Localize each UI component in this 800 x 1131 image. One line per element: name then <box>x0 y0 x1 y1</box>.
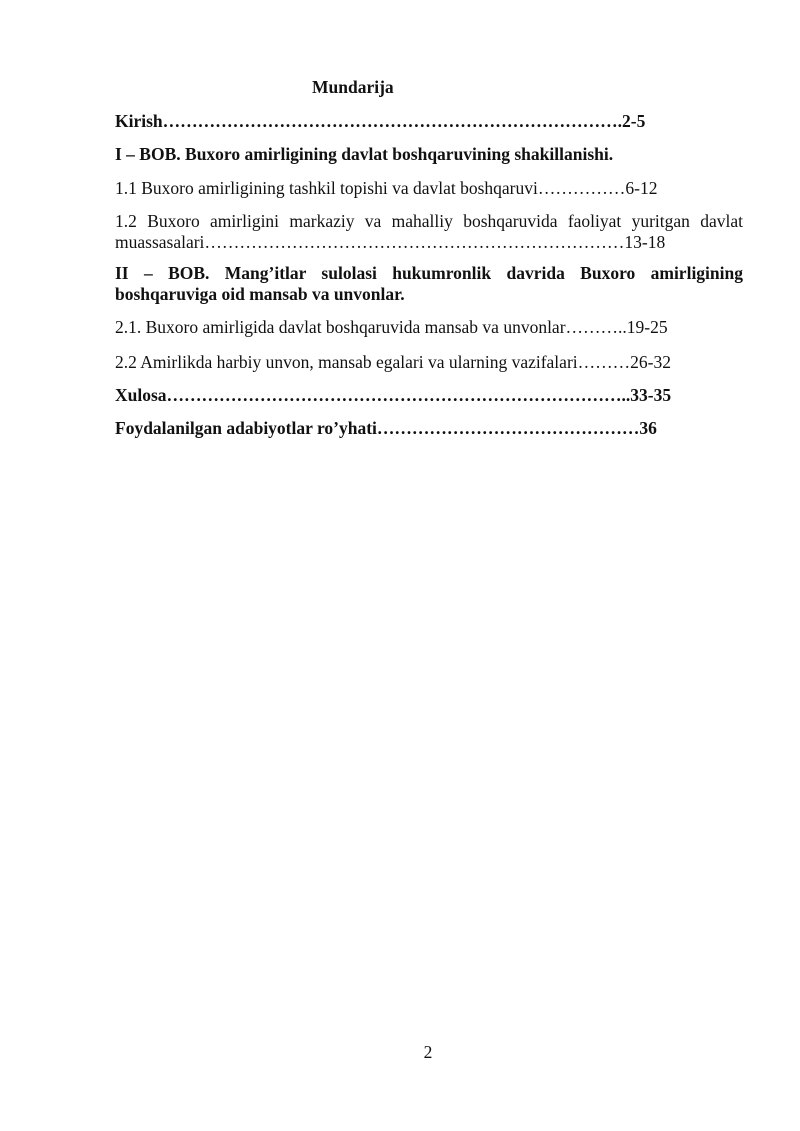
toc-entry-1-2: 1.2 Buxoro amirligini markaziy va mahalliy boshqaruvida faoliyat yuritgan davlat muassasalari………………………………………………………………13-18 <box>115 211 743 252</box>
toc-entry-2-2: 2.2 Amirlikda harbiy unvon, mansab egalari va ularning vazifalari………26-32 <box>115 352 671 372</box>
toc-entry-chapter-1: I – BOB. Buxoro amirligining davlat boshqaruvining shakillanishi. <box>115 144 614 164</box>
toc-entry-2-1: 2.1. Buxoro amirligida davlat boshqaruvida mansab va unvonlar………..19-25 <box>115 317 668 337</box>
page-number: 2 <box>423 1042 433 1062</box>
toc-entry-xulosa: Xulosa……………………………………………………………………..33-35 <box>115 385 672 405</box>
page-title: Mundarija <box>312 77 394 97</box>
toc-entry-chapter-2: II – BOB. Mang’itlar sulolasi hukumronlik davrida Buxoro amirligining boshqaruviga oid mansab va unvonlar. <box>115 263 743 304</box>
toc-entry-bibliography: Foydalanilgan adabiyotlar ro’yhati………………………………………36 <box>115 418 657 438</box>
toc-entry-kirish: Kirish…………………………………………………………………….2-5 <box>115 111 646 131</box>
table-of-contents <box>115 111 743 439</box>
toc-entry-1-1: 1.1 Buxoro amirligining tashkil topishi va davlat boshqaruvi……………6-12 <box>115 178 658 198</box>
